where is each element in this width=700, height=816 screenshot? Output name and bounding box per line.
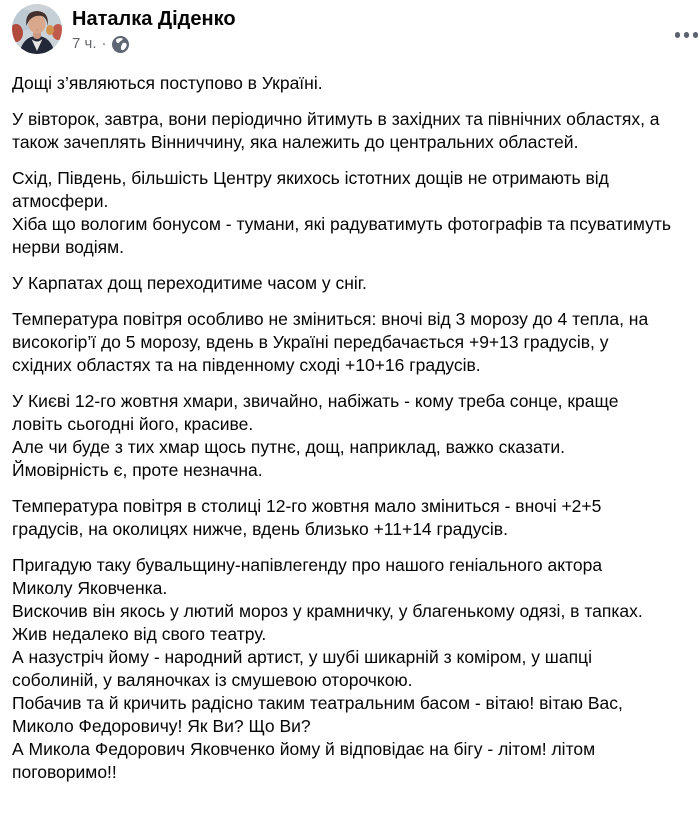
post-header xyxy=(0,0,700,54)
post-text-line: поговоримо!! xyxy=(12,762,117,782)
post-text-line: Побачив та й кричить радісно таким театральним басом - вітаю! вітаю Вас, xyxy=(12,693,623,713)
post-text-line: градусів, на околицях нижче, вдень близько +11+14 градусів. xyxy=(12,519,508,539)
post-text xyxy=(12,72,700,784)
post-paragraph xyxy=(12,272,700,295)
post-paragraph xyxy=(12,72,700,95)
post-text-line: соболиній, у валяночках із смушевою оторочкою. xyxy=(12,670,413,690)
post-text-line: У вівторок, завтра, вони періодично йтимуть в західних та північних областях, а xyxy=(12,109,660,129)
post-text-line: Миколу Яковченка. xyxy=(12,578,168,598)
post-paragraph xyxy=(12,308,700,377)
post-text-line: ловіть сьогодні його, красиве. xyxy=(12,414,254,434)
post-text-line: Вискочив він якось у лютий мороз у крамничку, у благенькому одязі, в тапках. xyxy=(12,601,643,621)
post-text-line: Температура повітря в столиці 12-го жовтня мало зміниться - вночі +2+5 xyxy=(12,496,602,516)
post-text-line: високогір’ї до 5 морозу, вдень в Україні передбачається +9+13 градусів, у xyxy=(12,332,609,352)
post-text-line: Пригадую таку бувальщину-напівлегенду про нашого геніального актора xyxy=(12,555,603,575)
post-paragraph xyxy=(12,167,700,259)
post-text-line: Температура повітря особливо не зміниться: вночі від 3 морозу до 4 тепла, на xyxy=(12,309,649,329)
timestamp[interactable]: 7 ч. xyxy=(72,35,97,52)
post-text-line: нерви водіям. xyxy=(12,237,124,257)
author-name[interactable]: Наталка Діденко xyxy=(72,8,236,30)
post-text-line: Схід, Південь, більшість Центру якихось істотних дощів не отримають від xyxy=(12,168,609,188)
post-menu-button[interactable] xyxy=(671,28,699,42)
post-text-line: У Карпатах дощ переходитиме часом у сніг. xyxy=(12,273,367,293)
post-paragraph xyxy=(12,108,700,154)
post-header-text xyxy=(72,4,688,53)
post-text-line: Миколо Федоровичу! Як Ви? Що Ви? xyxy=(12,716,311,736)
ellipsis-icon xyxy=(675,32,699,38)
post-paragraph xyxy=(12,554,700,784)
post-paragraph xyxy=(12,390,700,482)
post-text-line: східних областях та на південному сході +10+16 градусів. xyxy=(12,355,481,375)
post-text-line: А назустріч йому - народний артист, у шубі шикарній з коміром, у шапці xyxy=(12,647,592,667)
post-text-line: Але чи буде з тих хмар щось путнє, дощ, наприклад, важко сказати. xyxy=(12,437,565,457)
post-text-line: також зачеплять Вінниччину, яка належить до центральних областей. xyxy=(12,132,579,152)
post-paragraph xyxy=(12,495,700,541)
post-text-line: Дощі з’являються поступово в Україні. xyxy=(12,73,323,93)
avatar[interactable] xyxy=(12,4,62,54)
post-text-line: Хіба що вологим бонусом - тумани, які радуватимуть фотографів та псуватимуть xyxy=(12,214,671,234)
post-text-line: У Києві 12-го жовтня хмари, звичайно, набіжать - кому треба сонце, краще xyxy=(12,391,619,411)
post-text-line: А Микола Федорович Яковченко йому й відповідає на бігу - літом! літом xyxy=(12,739,596,759)
globe-icon xyxy=(112,36,129,53)
post-text-line: Ймовірність є, проте незначна. xyxy=(12,460,263,480)
post-text-line: атмосфери. xyxy=(12,191,109,211)
post-text-line: Жив недалеко від свого театру. xyxy=(12,624,267,644)
avatar-image xyxy=(12,4,62,54)
post-meta xyxy=(72,34,688,53)
meta-separator: · xyxy=(101,35,107,52)
